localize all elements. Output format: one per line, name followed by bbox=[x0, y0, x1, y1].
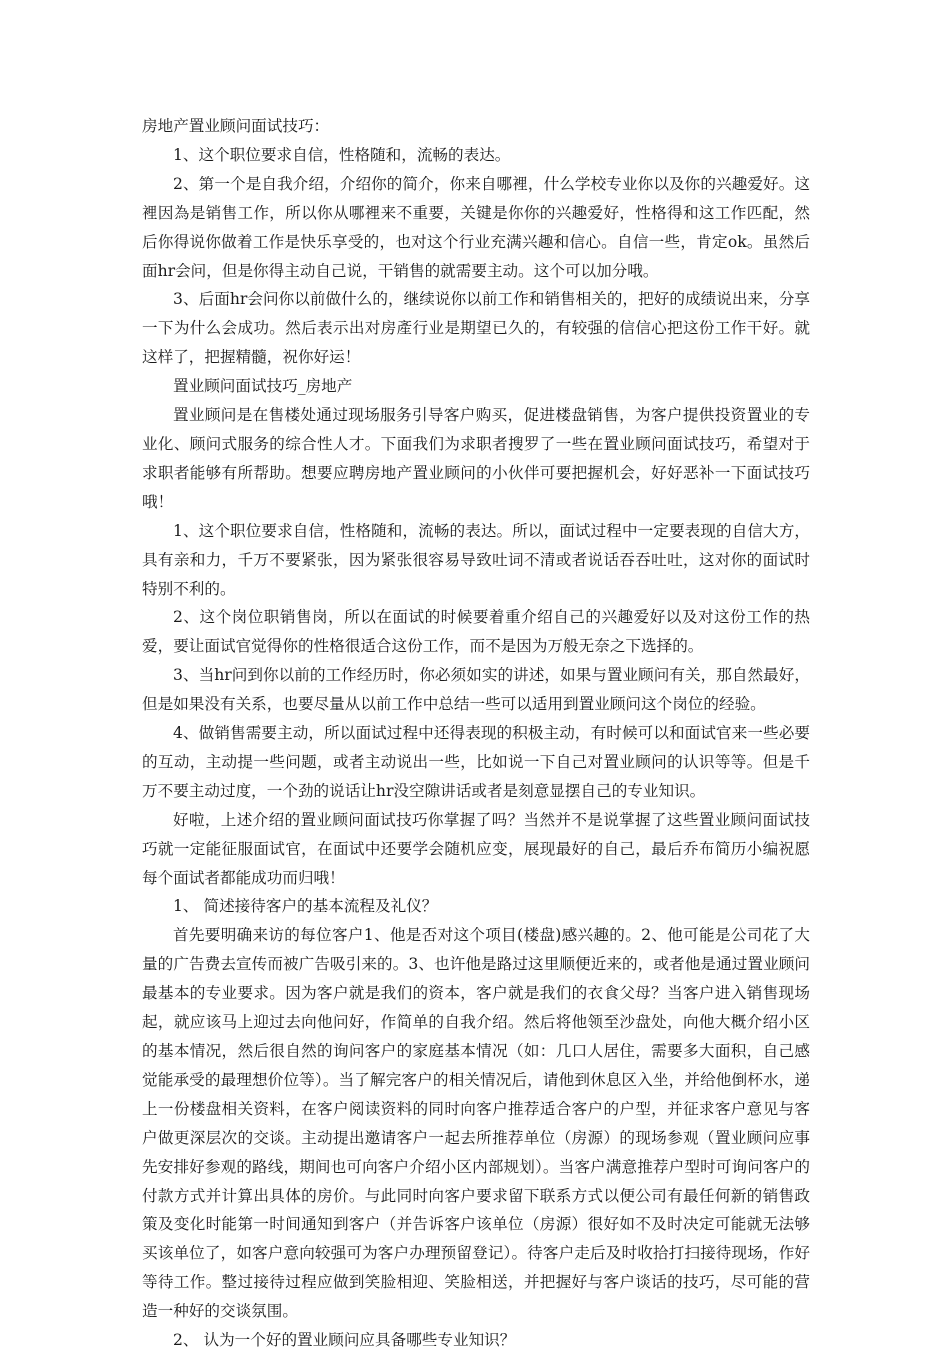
paragraph-point-3: 3、当hr问到你以前的工作经历时，你必须如实的讲述，如果与置业顾问有关，那自然最好，但是如果没有关系，也要尽量从以前工作中总结一些可以适用到置业顾问这个岗位的经验。 bbox=[142, 666, 810, 714]
question-2: 2、 认为一个好的置业顾问应具备哪些专业知识？ bbox=[173, 1331, 516, 1350]
paragraph-point-1: 1、这个职位要求自信，性格随和，流畅的表达。所以，面试过程中一定要表现的自信大方，具有亲和力，千万不要紧张，因为紧张很容易导致吐词不清或者说话吞吞吐吐，这对你的面试时特别不利的。 bbox=[142, 521, 810, 598]
paragraph-tip-2: 2、第一个是自我介绍，介绍你的简介，你来自哪裡，什么学校专业你以及你的兴趣爱好。这裡因為是销售工作，所以你从哪裡来不重要，关键是你你的兴趣爱好，性格得和这工作匹配，然后你得说你做着工作是快乐享受的，也对这个行业充满兴趣和信心。自信一些，肯定ok。虽然后面hr会问，但是你得主动自己说，干销售的就需要主动。这个可以加分哦。 bbox=[142, 174, 810, 280]
paragraph-tip-1: 1、这个职位要求自信，性格随和，流畅的表达。 bbox=[173, 145, 511, 164]
paragraph-summary: 好啦，上述介绍的置业顾问面试技巧你掌握了吗？当然并不是说掌握了这些置业顾问面试技巧就一定能征服面试官，在面试中还要学会随机应变，展现最好的自己，最后乔布简历小编祝愿每个面试者都能成功而归哦！ bbox=[142, 810, 810, 887]
paragraph-point-2: 2、这个岗位职销售岗，所以在面试的时候要着重介绍自己的兴趣爱好以及对这份工作的热爱，要让面试官觉得你的性格很适合这份工作，而不是因为万般无奈之下选择的。 bbox=[142, 608, 810, 656]
section-heading: 置业顾问面试技巧_房地产 bbox=[173, 377, 353, 396]
document-title: 房地产置业顾问面试技巧： bbox=[142, 117, 330, 135]
paragraph-point-4: 4、做销售需要主动，所以面试过程中还得表现的积极主动，有时候可以和面试官来一些必要的互动，主动提一些问题，或者主动说出一些，比如说一下自己对置业顾问的认识等等。但是千万不要主动过度，一个劲的说话让hr没空隙讲话或者是刻意显摆自己的专业知识。 bbox=[142, 724, 810, 800]
question-1: 1、 简述接待客户的基本流程及礼仪？ bbox=[173, 897, 438, 916]
document-body bbox=[142, 112, 810, 1355]
answer-1: 首先要明确来访的每位客户1、他是否对这个项目(楼盘)感兴趣的。2、他可能是公司花了大量的广告费去宣传而被广告吸引来的。3、也许他是路过这里顺便近来的，或者他是通过置业顾问最基本的专业要求。因为客户就是我们的资本，客户就是我们的衣食父母？当客户进入销售现场起，就应该马上迎过去向他问好，作简单的自我介绍。然后将他领至沙盘处，向他大概介绍小区的基本情况，然后很自然的询问客户的家庭基本情况（如：几口人居住，需要多大面积，自己感觉能承受的最理想价位等）。当了解完客户的相关情况后，请他到休息区入坐，并给他倒杯水，递上一份楼盘相关资料，在客户阅读资料的同时向客户推荐适合客户的户型，并征求客户意见与客户做更深层次的交谈。主动提出邀请客户一起去所推荐单位（房源）的现场参观（置业顾问应事先安排好参观的路线，期间也可向客户介绍小区内部规划）。当客户满意推荐户型时可询问客户的付款方式并计算出具体的房价。与此同时向客户要求留下联系方式以便公司有最任何新的销售政策及变化时能第一时间通知到客户（并告诉客户该单位（房源）很好如不及时决定可能就无法够买该单位了，如客户意向较强可为客户办理预留登记）。待客户走后及时收拾打扫接待现场，作好等待工作。整过接待过程应做到笑脸相迎、笑脸相送，并把握好与客户谈话的技巧，尽可能的营造一种好的交谈氛围。 bbox=[142, 926, 810, 1321]
paragraph-tip-3: 3、后面hr会问你以前做什么的，继续说你以前工作和销售相关的，把好的成绩说出来，分享一下为什么会成功。然后表示出对房產行业是期望已久的，有较强的信信心把这份工作干好。就这样了，把握精髓，祝你好运！ bbox=[142, 290, 810, 367]
paragraph-intro: 置业顾问是在售楼处通过现场服务引导客户购买，促进楼盘销售，为客户提供投资置业的专业化、顾问式服务的综合性人才。下面我们为求职者搜罗了一些在置业顾问面试技巧，希望对于求职者能够有所帮助。想要应聘房地产置业顾问的小伙伴可要把握机会，好好恶补一下面试技巧哦！ bbox=[142, 406, 810, 511]
